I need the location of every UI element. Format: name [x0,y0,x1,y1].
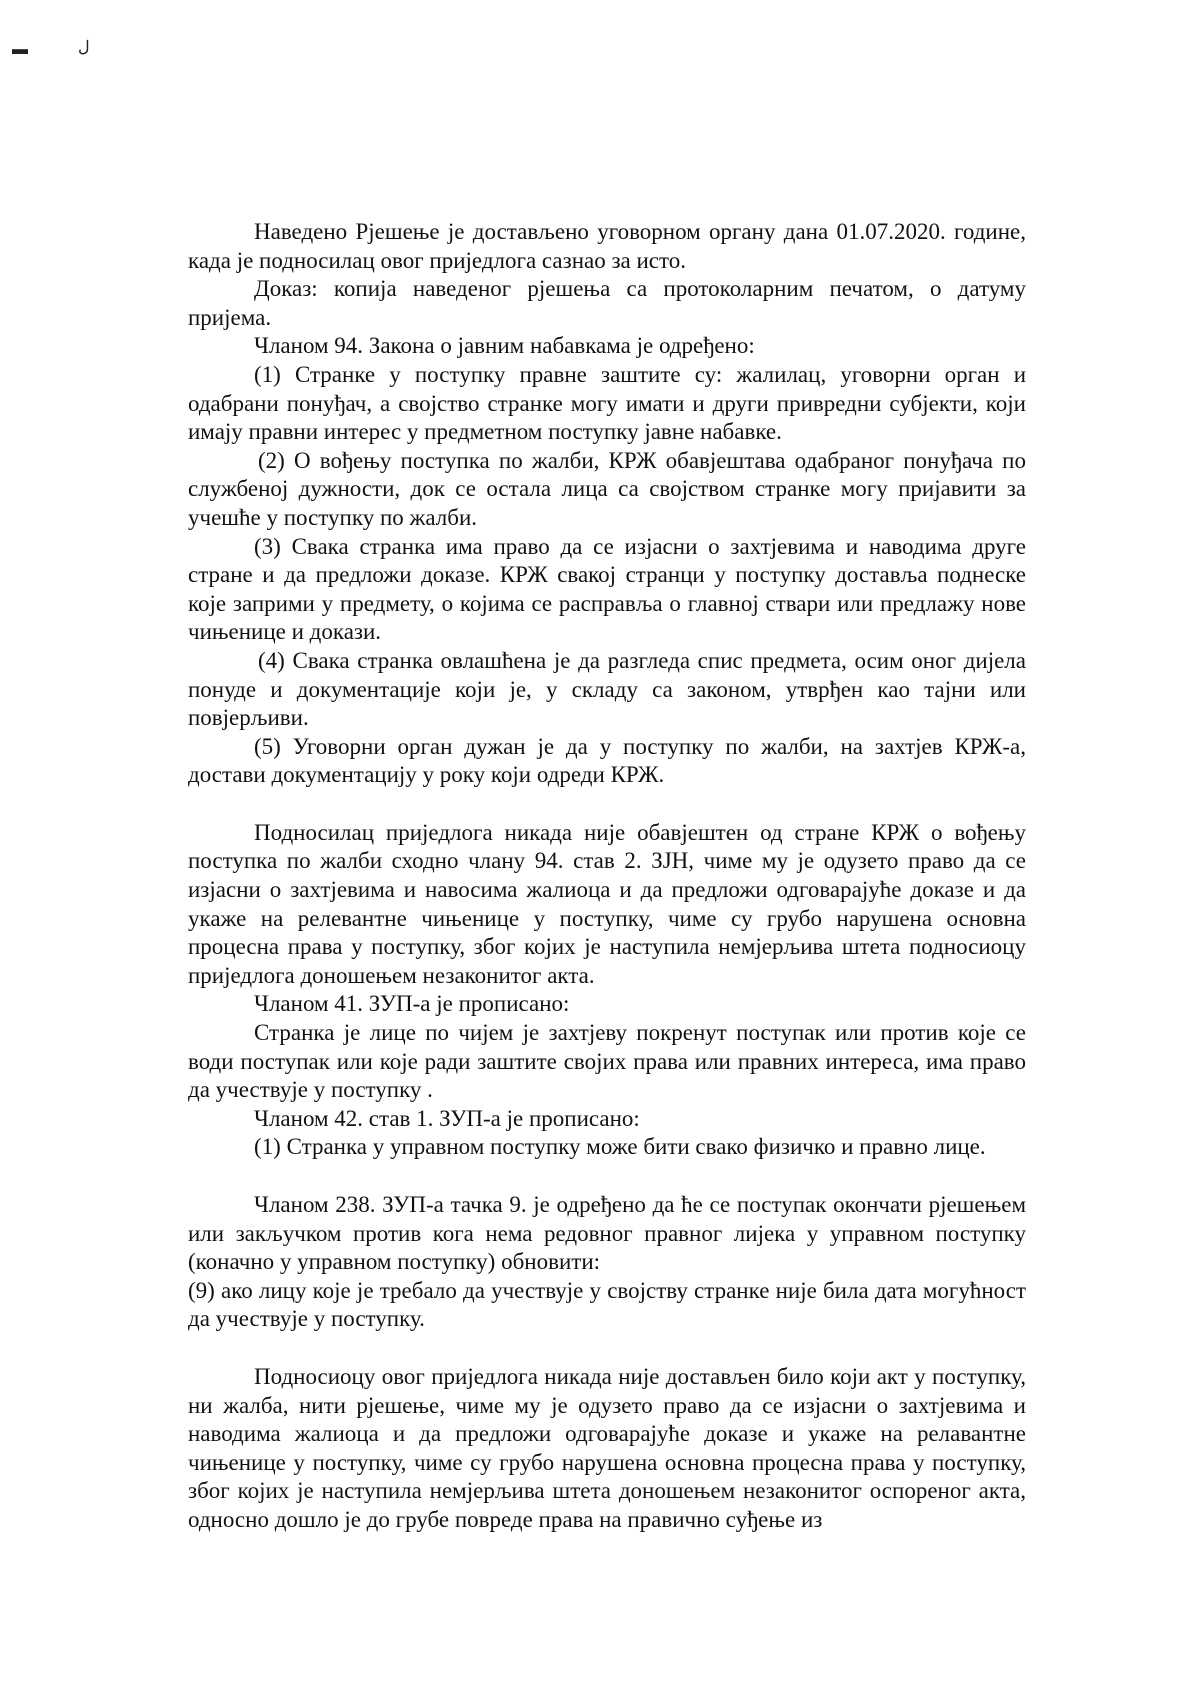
paragraph-delivery: Наведено Рјешење је достављено уговорном органу дана 01.07.2020. године, када је подносилац овог приједлога сазнао за исто. [188,219,1026,273]
scan-mark: ▬ [12,41,28,58]
paragraph-article-94-item-1: (1) Странке у поступку правне заштите су: жалилац, уговорни орган и одабрани понуђач, а својство странке могу имати и други привредни субјекти, који имају правни интерес у предметном поступку јавне набавке. [188,361,1026,445]
paragraph-article-41-intro: Чланом 41. ЗУП-а је прописано: [254,991,570,1017]
paragraph-not-notified: Подносилац приједлога никада није обавјештен од стране КРЖ о вођењу поступка по жалби сходно члану 94. став 2. ЗЈН, чиме му је одузето право да се изјасни о захтјевима и навосима жалиоца и да предложи одговарајуће доказе и да укаже на релевантне чињенице у поступку, чиме су грубо нарушена основна процесна права у поступку, због којих је наступила немјерљива штета подносиоцу приједлога доношењем незаконитог акта. [188,819,1026,988]
paragraph-article-42-item-1: (1) Странка у управном поступку може бити свако физичко и правно лице. [254,1134,986,1160]
paragraph-article-238-item-9: (9) ако лицу које је требало да учествује у својству странке није била дата могућност да учествује у поступку. [188,1277,1026,1332]
paragraph-article-94-item-5: (5) Уговорни орган дужан је да у поступку по жалби, на захтјев КРЖ-а, достави документацију у року који одреди КРЖ. [188,733,1026,788]
paragraph-article-41-text: Странка је лице по чијем је захтјеву покренут поступак или против које се води поступак или које ради заштите својих права или правних интереса, има право да учествује у поступку . [188,1020,1026,1103]
paragraph-gap [188,1162,1026,1191]
paragraph-article-94-item-2: (2) О вођењу поступка по жалби, КРЖ обавјештава одабраног понуђача по службеној дужности, док се остала лица са својством странке могу пријавити за учешће у поступку по жалби. [188,447,1026,530]
scan-mark: ل [78,39,90,56]
paragraph-article-94-intro: Чланом 94. Закона о јавним набавкама је одређено: [254,333,755,359]
document-body [188,218,1026,1535]
paragraph-article-42-intro: Чланом 42. став 1. ЗУП-а је прописано: [254,1105,640,1131]
paragraph-gap [188,1334,1026,1363]
paragraph-no-act-delivered: Подносиоцу овог приједлога никада није достављен било који акт у поступку, ни жалба, нити рјешење, чиме му је одузето право да се изјасни о захтјевима и наводима жалиоца и да предложи одговарајуће доказе и укаже на релавантне чињенице у поступку, чиме су грубо нарушена основна процесна права у поступку, због којих је наступила немјерљива штета доношењем незаконитог оспореног акта, односно дошло је до грубе повреде права на правично суђење из [188,1363,1026,1532]
paragraph-article-94-item-4: (4) Свака странка овлашћена је да разгледа спис предмета, осим оног дијела понуде и документације који је, у складу са законом, утврђен као тајни или повјерљиви. [188,647,1026,731]
paragraph-article-238: Чланом 238. ЗУП-а тачка 9. је одређено да ће се поступак окончати рјешењем или закључком против кога нема редовног правног лијека у управном поступку (коначно у управном поступку) обновити: [188,1192,1026,1275]
paragraph-evidence: Доказ: копија наведеног рјешења са протоколарним печатом, о датуму пријема. [188,276,1026,330]
paragraph-article-94-item-3: (3) Свака странка има право да се изјасни о захтјевима и наводима друге стране и да предложи доказе. КРЖ свакој странци у поступку доставља поднеске које заприми у предмету, о којима се расправља о главној ствари или предлажу нове чињенице и докази. [188,533,1026,645]
paragraph-gap [188,790,1026,819]
